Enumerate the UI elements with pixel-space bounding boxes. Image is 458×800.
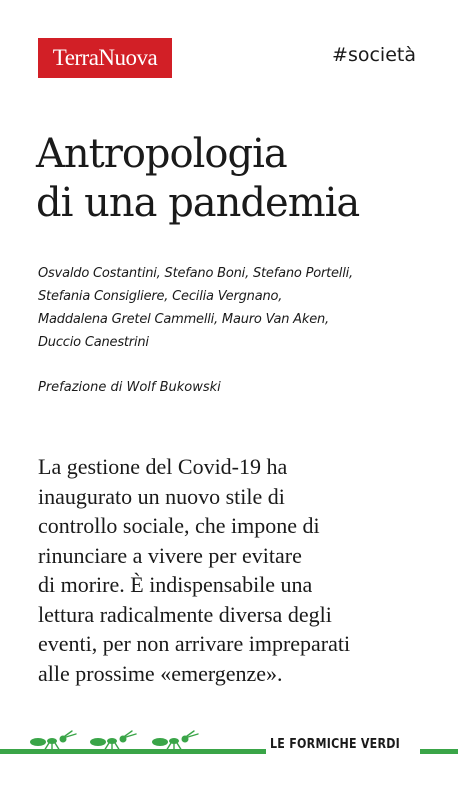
blurb-text	[38, 452, 438, 688]
blurb-line: inaugurato un nuovo stile di	[38, 483, 285, 509]
preface-credit: Prefazione di Wolf Bukowski	[38, 380, 221, 395]
blurb-line: La gestione del Covid-19 ha	[38, 454, 288, 479]
author-line: Duccio Canestrini	[38, 335, 149, 350]
author-list	[38, 262, 438, 354]
blurb-line: lettura radicalmente diversa degli	[38, 601, 332, 627]
blurb-line: rinunciare a vivere per evitare	[38, 542, 302, 568]
blurb-line: alle prossime «emergenze».	[38, 660, 283, 686]
author-line: Osvaldo Costantini, Stefano Boni, Stefano Portelli,	[38, 266, 353, 281]
author-line: Stefania Consigliere, Cecilia Vergnano,	[38, 289, 283, 304]
ant-icon	[28, 728, 80, 752]
publisher-logo-text: TerraNuova	[52, 45, 158, 70]
series-tag: #società	[332, 44, 416, 66]
book-title-line: di una pandemia	[36, 180, 360, 226]
author-line: Maddalena Gretel Cammelli, Mauro Van Aken,	[38, 312, 329, 327]
series-footer	[0, 724, 458, 764]
green-rule	[420, 749, 458, 754]
publisher-logo	[38, 38, 172, 78]
ant-icon	[88, 728, 140, 752]
book-title-line: Antropologia	[36, 131, 287, 177]
blurb-line: eventi, per non arrivare impreparati	[38, 631, 351, 656]
book-title	[36, 130, 359, 228]
ant-icon	[150, 728, 202, 752]
blurb-line: di morire. È indispensabile una	[38, 572, 313, 597]
blurb-line: controllo sociale, che impone di	[38, 513, 320, 538]
series-name: LE FORMICHE VERDI	[270, 736, 401, 752]
